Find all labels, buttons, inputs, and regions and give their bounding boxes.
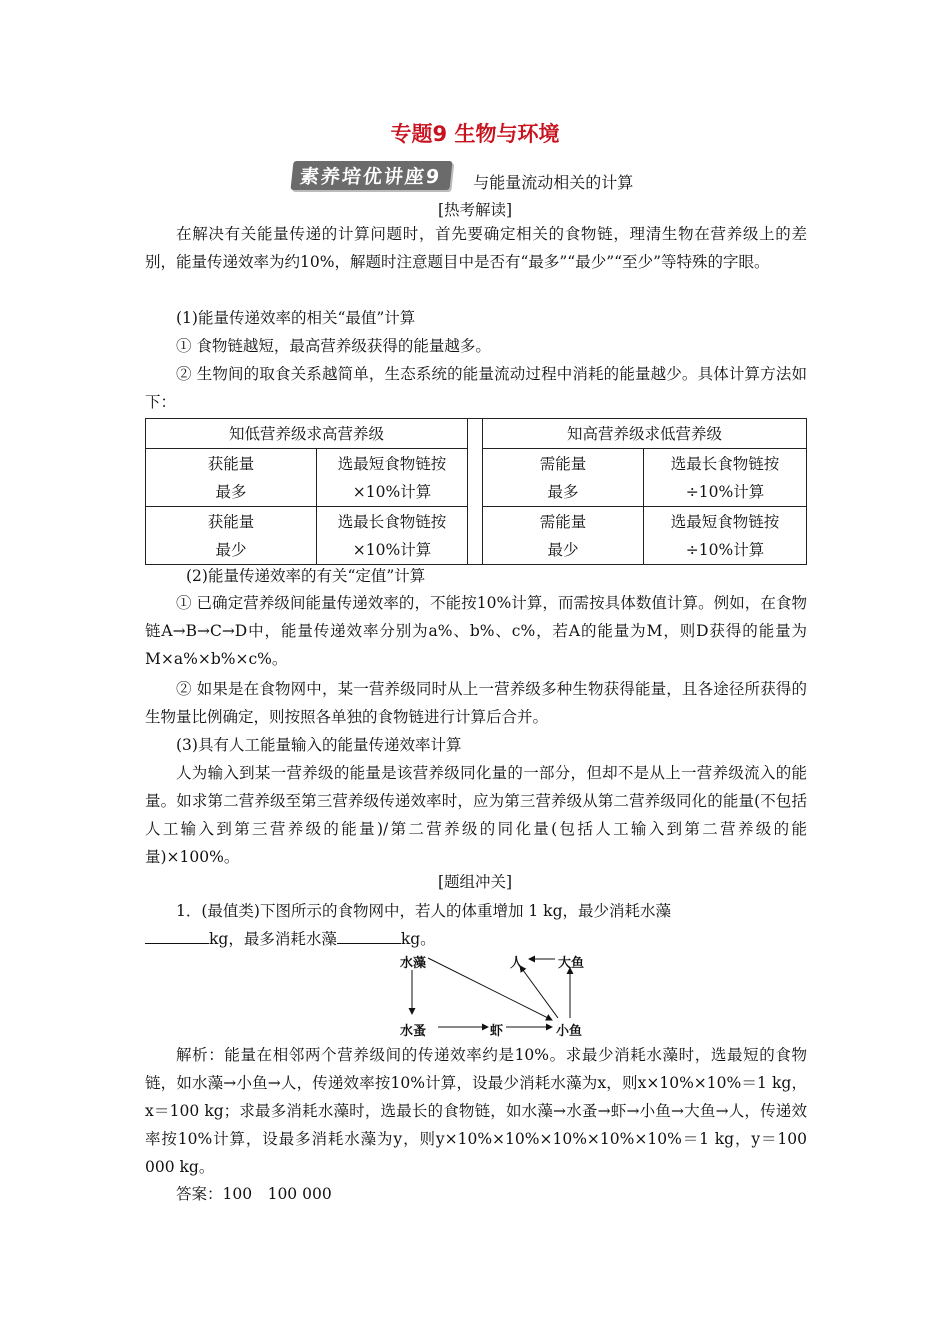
lecture-subtitle: 与能量流动相关的计算 bbox=[473, 172, 634, 192]
point-1b: ② 生物间的取食关系越简单，生态系统的能量流动过程中消耗的能量越少。具体计算方法如下： bbox=[145, 365, 807, 411]
node-big-fish: 大鱼 bbox=[558, 956, 585, 971]
table-cell: 需能量 最多 bbox=[483, 449, 644, 507]
answer-blank-2[interactable] bbox=[337, 929, 401, 944]
intro-paragraph: 在解决有关能量传递的计算问题时，首先要确定相关的食物链，理清生物在营养级上的差别，能量传递效率为约10%，解题时注意题目中是否有“最多”“最少”“至少”等特殊的字眼。 bbox=[145, 225, 807, 271]
node-shrimp: 虾 bbox=[490, 1024, 504, 1039]
table-header-left: 知低营养级求高营养级 bbox=[146, 419, 468, 449]
table-cell: 选最短食物链按 ×10%计算 bbox=[317, 449, 468, 507]
point-1a: ① 食物链越短，最高营养级获得的能量越多。 bbox=[176, 337, 491, 355]
table-gap bbox=[468, 419, 483, 565]
arrow-algae-smallfish bbox=[428, 958, 552, 1020]
point-1-title: (1)能量传递效率的相关“最值”计算 bbox=[176, 309, 416, 327]
answer-line: 答案：100 100 000 bbox=[176, 1185, 332, 1203]
analysis-paragraph: 解析：能量在相邻两个营养级间的传递效率约是10%。求最少消耗水藻时，选最短的食物链，如水藻→小鱼→人，传递效率按10%计算，设最少消耗水藻为x，则x×10%×10%＝1 kg，x＝100 kg；求最多消耗水藻时，选最长的食物链，如水藻→水蚤→虾→小鱼→大鱼→人，传递效率按10%计算，设最多消耗水藻为y，则y×10%×10%×10%×10%×10%＝1 kg，y＝100 000 kg。 bbox=[145, 1046, 807, 1176]
node-daphnia: 水蚤 bbox=[400, 1024, 427, 1039]
food-web-diagram bbox=[390, 948, 600, 1043]
table-cell: 选最长食物链按 ×10%计算 bbox=[317, 507, 468, 565]
point-3-text: 人为输入到某一营养级的能量是该营养级同化量的一部分，但却不是从上一营养级流入的能量。如求第二营养级至第三营养级传递效率时，应为第三营养级从第二营养级同化的能量(不包括人工输入到第三营养级的能量)/第二营养级的同化量(包括人工输入到第二营养级的能量)×100%。 bbox=[145, 764, 807, 866]
table-cell: 需能量 最少 bbox=[483, 507, 644, 565]
calculation-table bbox=[145, 418, 807, 565]
lecture-badge: 素养培优讲座9 bbox=[290, 161, 452, 190]
table-cell: 选最短食物链按 ÷10%计算 bbox=[644, 507, 807, 565]
section-banner bbox=[292, 160, 633, 190]
table-cell: 选最长食物链按 ÷10%计算 bbox=[644, 449, 807, 507]
table-cell: 获能量 最多 bbox=[146, 449, 317, 507]
answer-blank-1[interactable] bbox=[145, 929, 209, 944]
node-small-fish: 小鱼 bbox=[556, 1024, 583, 1039]
table-cell: 获能量 最少 bbox=[146, 507, 317, 565]
page-title: 专题9 生物与环境 bbox=[390, 122, 560, 146]
arrow-smallfish-human bbox=[520, 966, 558, 1018]
question-1: 1．(最值类)下图所示的食物网中，若人的体重增加 1 kg，最少消耗水藻 kg，最多消耗水藻 kg。 bbox=[145, 897, 807, 953]
point-2b: ② 如果是在食物网中，某一营养级同时从上一营养级多种生物获得能量，且各途径所获得的生物量比例确定，则按照各单独的食物链进行计算后合并。 bbox=[145, 680, 807, 726]
point-3-title: (3)具有人工能量输入的能量传递效率计算 bbox=[176, 736, 462, 754]
table-header-right: 知高营养级求低营养级 bbox=[483, 419, 807, 449]
node-human: 人 bbox=[510, 956, 524, 971]
node-algae: 水藻 bbox=[400, 956, 427, 971]
section-heading-hot: [热考解读] bbox=[437, 201, 513, 219]
section-heading-practice: [题组冲关] bbox=[437, 873, 513, 891]
point-2-title: (2)能量传递效率的有关“定值”计算 bbox=[186, 567, 426, 585]
point-2a: ① 已确定营养级间能量传递效率的，不能按10%计算，而需按具体数值计算。例如，在食物链A→B→C→D中，能量传递效率分别为a%、b%、c%，若A的能量为M，则D获得的能量为M×a%×b%×c%。 bbox=[145, 594, 807, 668]
